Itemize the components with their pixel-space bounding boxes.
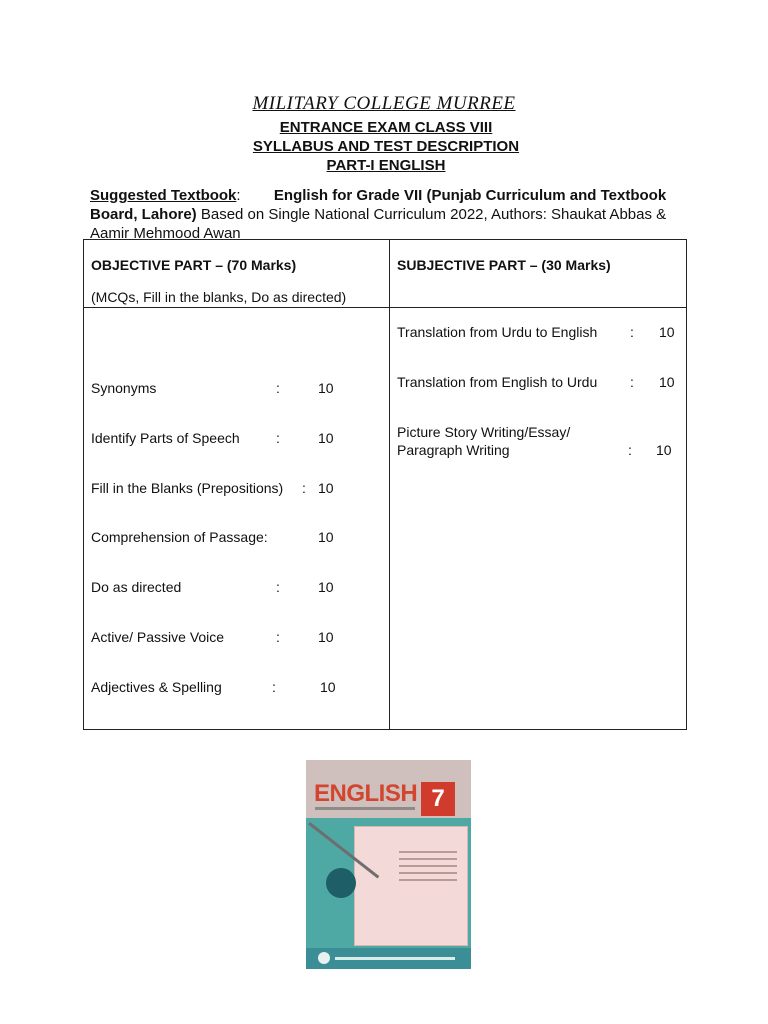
subjective-item-marks: 10 [656, 442, 672, 458]
cover-title: ENGLISH [314, 780, 418, 807]
table-header-divider [83, 307, 686, 308]
subjective-item-marks: 10 [659, 374, 675, 390]
objective-item-colon: : [276, 629, 280, 645]
part-heading: PART-I ENGLISH [326, 157, 446, 174]
subjective-item-name: Translation from English to Urdu [397, 374, 598, 390]
cover-subtitle-line [315, 807, 415, 810]
objective-item-name: Do as directed [91, 579, 182, 595]
subjective-item-colon: : [630, 374, 634, 390]
subjective-heading: SUBJECTIVE PART – (30 Marks) [397, 257, 611, 273]
college-title: MILITARY COLLEGE MURREE [252, 93, 516, 114]
exam-class-heading: ENTRANCE EXAM CLASS VIII [279, 119, 493, 136]
publisher-logo-icon [318, 952, 330, 964]
objective-item-colon: : [302, 480, 306, 496]
objective-item-marks: 10 [318, 380, 334, 396]
objective-item-marks: 10 [318, 430, 334, 446]
inkpot-icon [326, 868, 356, 898]
objective-item-colon: : [276, 579, 280, 595]
textbook-title: English for Grade VII (Punjab Curriculum and Textbook Board, Lahore) [90, 187, 667, 223]
subjective-item-name-line2: Paragraph Writing [397, 442, 510, 458]
cover-quote-lines [399, 851, 457, 886]
textbook-details: Based on Single National Curriculum 2022, Authors: Shaukat Abbas & Aamir Mehmood Awan [90, 206, 667, 242]
objective-item-marks: 10 [318, 629, 334, 645]
textbook-colon: : [236, 187, 241, 204]
textbook-label: Suggested Textbook [90, 187, 237, 204]
objective-item-colon: : [276, 380, 280, 396]
suggested-textbook [90, 186, 690, 243]
subjective-item-name: Translation from Urdu to English [397, 324, 598, 340]
subjective-item-name-line1: Picture Story Writing/Essay/ [397, 424, 571, 440]
objective-item-name: Identify Parts of Speech [91, 430, 240, 446]
objective-item-marks: 10 [320, 679, 336, 695]
objective-item-name: Adjectives & Spelling [91, 679, 222, 695]
objective-item-name: Fill in the Blanks (Prepositions) [91, 480, 284, 496]
syllabus-heading: SYLLABUS AND TEST DESCRIPTION [252, 138, 520, 155]
objective-item-colon: : [276, 430, 280, 446]
subjective-item-colon: : [628, 442, 632, 458]
objective-item-marks: 10 [318, 529, 334, 545]
subjective-item-marks: 10 [659, 324, 675, 340]
objective-item-marks: 10 [318, 480, 334, 496]
table-column-divider [389, 239, 390, 729]
objective-heading: OBJECTIVE PART – (70 Marks) [91, 257, 297, 273]
cover-quote-card [354, 826, 468, 946]
textbook-cover-image [306, 760, 471, 969]
cover-grade-number: 7 [421, 782, 455, 816]
objective-item-colon: : [272, 679, 276, 695]
objective-item-name: Active/ Passive Voice [91, 629, 225, 645]
cover-publisher-line [335, 957, 455, 960]
objective-item-marks: 10 [318, 579, 334, 595]
objective-note: (MCQs, Fill in the blanks, Do as directed) [91, 289, 347, 305]
subjective-item-colon: : [630, 324, 634, 340]
objective-item-name: Comprehension of Passage: [91, 529, 268, 545]
objective-item-name: Synonyms [91, 380, 157, 396]
